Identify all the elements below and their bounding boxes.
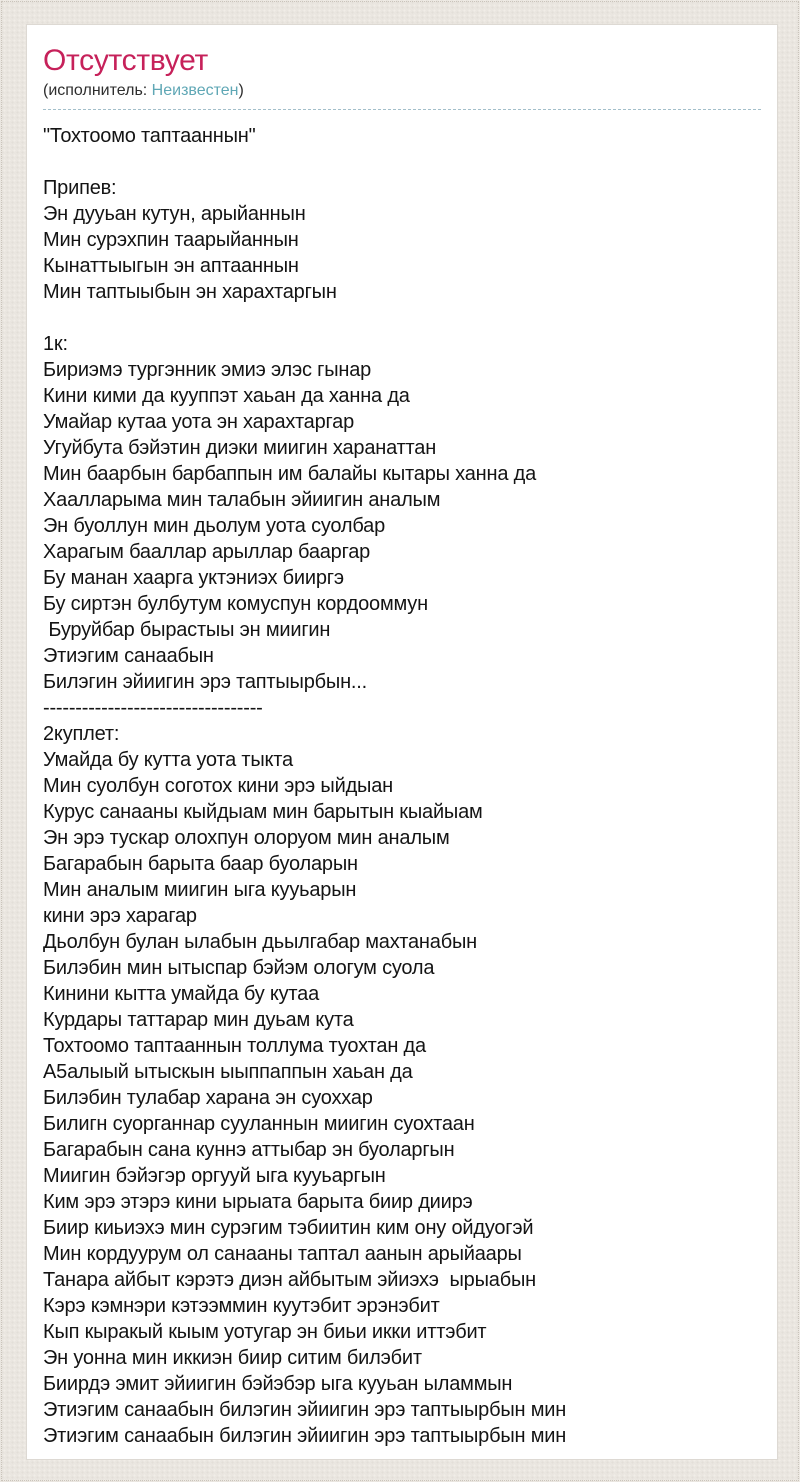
lyric-line: Миигин бэйэгэр оргууй ыга кууьаргын	[43, 1164, 386, 1187]
lyric-line: Тохтоомо таптааннын толлума туохтан да	[43, 1034, 426, 1057]
lyric-line: А5алыый ытыскын ыыппаппын хаьан да	[43, 1060, 413, 1083]
artist-link[interactable]: Неизвестен	[151, 81, 239, 99]
lyric-line: ----------------------------------	[43, 696, 263, 719]
artist-label: (исполнитель:	[43, 81, 152, 99]
lyric-line: Бу манан хаарга уктэниэх бииргэ	[43, 566, 344, 589]
lyric-line: Биирдэ эмит эйиигин бэйэбэр ыга кууьан ыламмын	[43, 1372, 513, 1395]
lyric-line: Биир киьиэхэ мин сурэгим тэбиитин ким ону ойдуогэй	[43, 1216, 534, 1239]
lyric-line: Танара айбыт кэрэтэ диэн айбытым эйиэхэ ырыабын	[43, 1268, 536, 1291]
lyric-line: Мин таптыыбын эн харахтаргын	[43, 280, 337, 303]
lyric-line: Эн уонна мин иккиэн биир ситим билэбит	[43, 1346, 422, 1369]
lyric-line: Этиэгим санаабын	[43, 644, 214, 667]
lyric-line	[43, 149, 761, 175]
lyric-line: Припев:	[43, 176, 117, 199]
lyric-line: Этиэгим санаабын билэгин эйиигин эрэ таптыырбын мин	[43, 1398, 567, 1421]
lyric-line: 1к:	[43, 332, 68, 355]
lyric-line: Ким эрэ этэрэ кини ырыата барыта биир диирэ	[43, 1190, 473, 1213]
lyrics-text	[43, 123, 761, 1449]
lyric-line: Кынаттыыгын эн аптааннын	[43, 254, 299, 277]
artist-label-close: )	[238, 81, 244, 99]
lyric-line: Курус санааны кыйдыам мин барытын кыайыам	[43, 800, 483, 823]
lyric-line: Кэрэ кэмнэри кэтээммин куутэбит эрэнэбит	[43, 1294, 440, 1317]
lyric-line: Умайда бу кутта уота тыкта	[43, 748, 293, 771]
lyric-line: Билигн суорганнар сууланнын миигин суохтаан	[43, 1112, 475, 1135]
lyric-line: 2куплет:	[43, 722, 120, 745]
lyric-line: Мин суолбун соготох кини эрэ ыйдыан	[43, 774, 393, 797]
lyric-line: "Тохтоомо таптааннын"	[43, 124, 256, 147]
lyric-line: Умайар кутаа уота эн харахтаргар	[43, 410, 355, 433]
lyric-line: Хаалларыма мин талабын эйиигин аналым	[43, 488, 441, 511]
lyric-line: Мин аналым миигин ыга кууьарын	[43, 878, 357, 901]
lyric-line: Угуйбута бэйэтин диэки миигин харанаттан	[43, 436, 437, 459]
lyric-line: Мин кордуурум ол санааны таптал аанын арыйаары	[43, 1242, 522, 1265]
lyric-line: Бу сиртэн булбутум комуспун кордооммун	[43, 592, 428, 615]
lyric-line: кини эрэ харагар	[43, 904, 197, 927]
lyric-line: Харагым бааллар арыллар бааргар	[43, 540, 371, 563]
lyric-line: Эн буоллун мин дьолум уота суолбар	[43, 514, 386, 537]
page-title: Отсутствует	[43, 44, 208, 77]
lyric-line: Билэбин мин ытыспар бэйэм ологум суола	[43, 956, 435, 979]
lyric-line: Билэбин тулабар харана эн суоххар	[43, 1086, 373, 1109]
lyric-line	[43, 305, 761, 331]
lyric-line: Мин баарбын барбаппын им балайы кытары ханна да	[43, 462, 537, 485]
artist-line	[43, 82, 761, 110]
lyric-line: Мин сурэхпин таарыйаннын	[43, 228, 299, 251]
lyric-line: Буруйбар бырастыы эн миигин	[43, 618, 331, 641]
lyrics-card	[26, 24, 778, 1460]
lyric-line: Этиэгим санаабын билэгин эйиигин эрэ таптыырбын мин	[43, 1424, 567, 1447]
lyric-line: Курдары таттарар мин дуьам кута	[43, 1008, 354, 1031]
lyric-line: Багарабын барыта баар буоларын	[43, 852, 358, 875]
lyric-line: Билэгин эйиигин эрэ таптыырбын...	[43, 670, 367, 693]
lyric-line: Кини кими да кууппэт хаьан да ханна да	[43, 384, 410, 407]
lyric-line: Багарабын сана куннэ аттыбар эн буоларгын	[43, 1138, 455, 1161]
lyric-line: Эн дууьан кутун, арыйаннын	[43, 202, 306, 225]
lyric-line: Бириэмэ тургэнник эмиэ элэс гынар	[43, 358, 372, 381]
lyric-line: Кып кыракый кыым уотугар эн биьи икки иттэбит	[43, 1320, 487, 1343]
lyric-line: Эн эрэ тускар олохпун олоруом мин аналым	[43, 826, 450, 849]
lyric-line: Кинини кытта умайда бу кутаа	[43, 982, 320, 1005]
lyric-line: Дьолбун булан ылабын дьылгабар махтанабын	[43, 930, 477, 953]
